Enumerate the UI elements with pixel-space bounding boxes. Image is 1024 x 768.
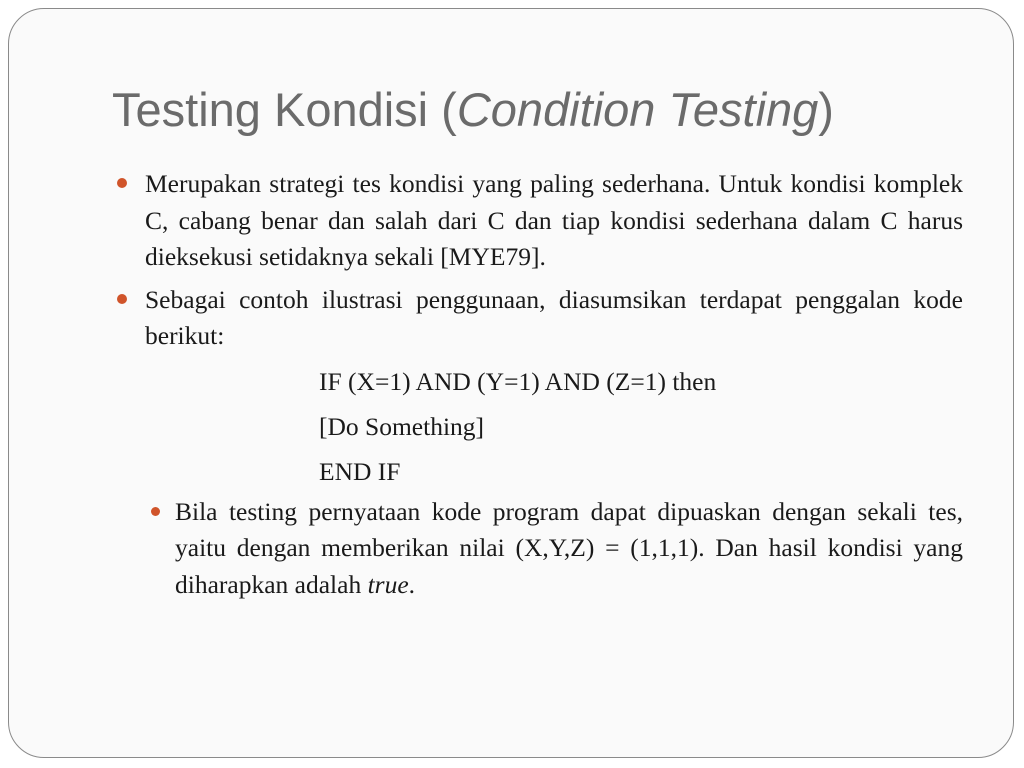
sub-bullet-dot-icon — [151, 507, 160, 516]
code-line: IF (X=1) AND (Y=1) AND (Z=1) then — [319, 366, 717, 396]
slide-title — [112, 84, 834, 136]
sub-bullet-end: . — [408, 569, 416, 599]
code-line: END IF — [319, 456, 401, 486]
code-line: [Do Something] — [319, 411, 485, 441]
title-prefix: Testing Kondisi ( — [112, 83, 457, 136]
bullet-item — [115, 282, 963, 355]
slide-body — [115, 166, 963, 603]
title-italic: Condition Testing — [456, 83, 819, 136]
bullet-dot-icon — [117, 178, 127, 188]
sub-bullet-text: Bila testing pernyataan kode program dapat dipuaskan dengan sekali tes, yaitu dengan memberikan nilai (X,Y,Z) = (1,1,1). Dan hasil kondisi yang diharapkan adalah — [175, 496, 963, 599]
title-suffix: ) — [818, 83, 834, 136]
bullet-text: Sebagai contoh ilustrasi penggunaan, diasumsikan terdapat penggalan kode berikut: — [145, 284, 963, 350]
bullet-dot-icon — [117, 294, 127, 304]
sub-bullet-italic: true — [367, 569, 409, 599]
sub-bullet-item — [115, 494, 963, 604]
bullet-text: Merupakan strategi tes kondisi yang paling sederhana. Untuk kondisi komplek C, cabang benar dan salah dari C dan tiap kondisi sederhana dalam C harus dieksekusi setidaknya sekali [MYE79]. — [145, 169, 963, 271]
code-block — [115, 359, 963, 494]
bullet-item — [115, 166, 963, 276]
